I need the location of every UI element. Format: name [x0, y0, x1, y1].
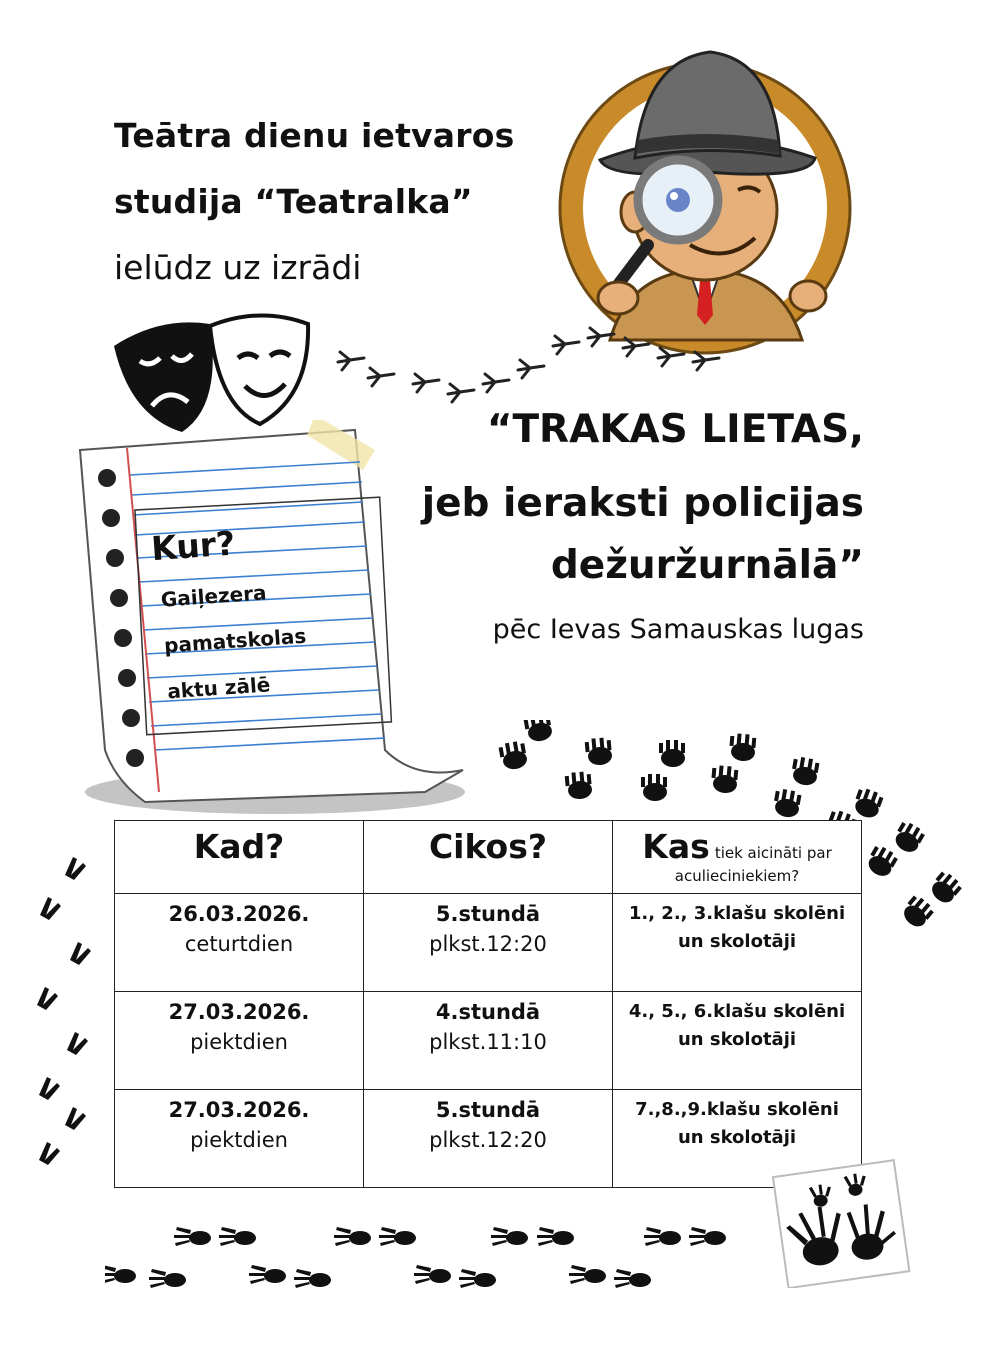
- intro-line-2: studija “Teatralka”: [114, 182, 473, 221]
- cell-time: 5.stundā plkst.12:20: [364, 1090, 613, 1188]
- cell-who: 4., 5., 6.klašu skolēni un skolotāji: [613, 992, 862, 1090]
- schedule-table: [114, 820, 862, 1188]
- cell-time: 4.stundā plkst.11:10: [364, 992, 613, 1090]
- header-when: Kad?: [115, 821, 364, 894]
- detective-illustration: [540, 40, 870, 360]
- table-row: [115, 992, 862, 1090]
- intro-line-1: Teātra dienu ietvaros: [114, 116, 515, 155]
- cell-who: 1., 2., 3.klašu skolēni un skolotāji: [613, 894, 862, 992]
- location-line-1: Gaiļezera: [160, 580, 268, 612]
- handprints-card: [772, 1158, 912, 1288]
- header-who-small-1: tiek aicināti par: [714, 844, 832, 862]
- location-line-2: pamatskolas: [163, 623, 307, 658]
- table-row: [115, 1090, 862, 1188]
- cell-time: 5.stundā plkst.12:20: [364, 894, 613, 992]
- cell-date: 27.03.2026. piektdien: [115, 992, 364, 1090]
- bottom-footprints-decoration: [105, 1220, 755, 1310]
- header-who-small-2: aculieciniekiem?: [674, 867, 800, 885]
- location-line-3: aktu zālē: [166, 672, 272, 704]
- play-title-line-1: “TRAKAS LIETAS,: [486, 407, 864, 452]
- table-row: [115, 894, 862, 992]
- side-footprints-decoration: [25, 855, 105, 1175]
- theatre-masks-icon: [110, 306, 315, 436]
- play-title-line-2: jeb ieraksti policijas: [421, 481, 864, 526]
- header-who-big: Kas: [642, 827, 710, 866]
- header-time: Cikos?: [364, 821, 613, 894]
- bird-tracks-decoration: [330, 320, 750, 410]
- cell-who: 7.,8.,9.klašu skolēni un skolotāji: [613, 1090, 862, 1188]
- header-who: [613, 821, 862, 894]
- intro-line-3: ielūdz uz izrādi: [114, 248, 362, 287]
- play-subtitle: pēc Ievas Samauskas lugas: [492, 614, 864, 645]
- play-title-line-3: dežuržurnālā”: [550, 543, 864, 588]
- cell-date: 27.03.2026. piektdien: [115, 1090, 364, 1188]
- table-header-row: [115, 821, 862, 894]
- location-block: [140, 513, 393, 726]
- cell-date: 26.03.2026. ceturtdien: [115, 894, 364, 992]
- location-heading: Kur?: [149, 523, 237, 569]
